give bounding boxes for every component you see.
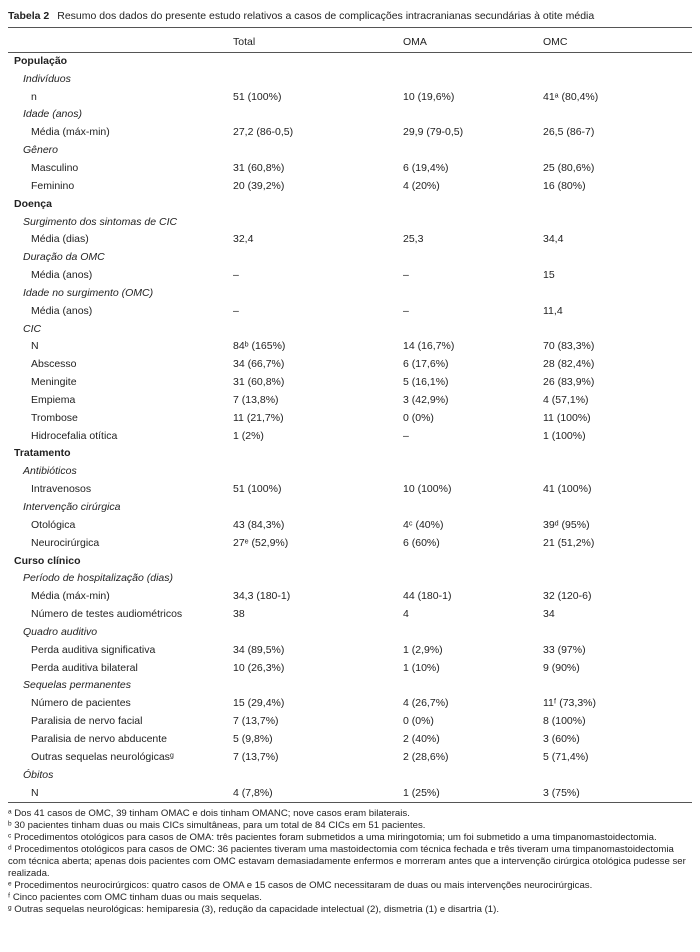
- cell-oma: [403, 766, 543, 784]
- cell-omc: 26,5 (86-7): [543, 126, 595, 139]
- table-row: [8, 694, 692, 712]
- table-body: [8, 52, 692, 801]
- cell-oma: 2 (28,6%): [403, 750, 449, 763]
- cell-total: 34 (89,5%): [233, 643, 285, 656]
- cell-oma: 4 (26,7%): [403, 697, 449, 710]
- table-row: [8, 373, 692, 391]
- cell-omc: [543, 462, 692, 480]
- cell-label: Período de hospitalização (dias): [23, 572, 174, 585]
- cell-label: n: [31, 90, 37, 103]
- cell-total: [233, 569, 403, 587]
- cell-oma: [403, 195, 543, 213]
- footnote: ᶠ Cinco pacientes com OMC tinham duas ou mais sequelas.: [8, 892, 262, 903]
- cell-oma: [403, 462, 543, 480]
- cell-oma: 4 (20%): [403, 179, 440, 192]
- cell-oma: 10 (100%): [403, 483, 452, 496]
- table-row: [8, 70, 692, 88]
- table-row: [8, 88, 692, 106]
- table-row: [8, 677, 692, 695]
- cell-omc: 34,4: [543, 233, 564, 246]
- table-row: [8, 177, 692, 195]
- cell-omc: 70 (83,3%): [543, 340, 595, 353]
- footnote: ᵈ Procedimentos otológicos para casos de OMC: 36 pacientes tiveram uma mastoidectomia com técnica fechada e três tiveram uma timpanomastoidectomia com técnica aberta; apenas dois pacientes com OMC estavam demasiadamente enfermos e morreram antes que a intervenção cirúrgica otológica pudesse ser realizada.: [8, 844, 686, 879]
- cell-total: 27ᵉ (52,9%): [233, 536, 289, 549]
- cell-oma: [403, 552, 543, 570]
- cell-total: 4 (7,8%): [233, 786, 273, 799]
- cell-oma: [403, 569, 543, 587]
- cell-oma: 1 (10%): [403, 661, 440, 674]
- table-row: [8, 587, 692, 605]
- cell-omc: [543, 70, 692, 88]
- cell-label: Perda auditiva significativa: [31, 643, 156, 656]
- cell-omc: 28 (82,4%): [543, 358, 595, 371]
- cell-omc: 32 (120-6): [543, 590, 592, 603]
- cell-oma: [403, 213, 543, 231]
- cell-total: 34,3 (180-1): [233, 590, 291, 603]
- cell-total: [233, 195, 403, 213]
- top-rule: [8, 27, 692, 28]
- table-caption: [8, 10, 594, 22]
- table-row: [8, 302, 692, 320]
- header-oma: OMA: [403, 36, 427, 48]
- cell-label: Neurocirúrgica: [31, 536, 100, 549]
- table-row: [8, 391, 692, 409]
- cell-omc: 4 (57,1%): [543, 393, 589, 406]
- cell-total: [233, 677, 403, 695]
- table-row: [8, 338, 692, 356]
- data-table: [8, 32, 692, 801]
- cell-omc: [543, 552, 692, 570]
- table-title: Resumo dos dados do presente estudo relativos a casos de complicações intracranianas secundárias à otite média: [57, 10, 595, 22]
- cell-oma: [403, 498, 543, 516]
- cell-oma: [403, 141, 543, 159]
- cell-omc: 8 (100%): [543, 715, 586, 728]
- cell-label: Idade no surgimento (OMC): [23, 286, 154, 299]
- cell-total: 34 (66,7%): [233, 358, 285, 371]
- cell-total: [233, 498, 403, 516]
- table-row: [8, 409, 692, 427]
- cell-omc: [543, 141, 692, 159]
- table-row: [8, 748, 692, 766]
- cell-total: [233, 284, 403, 302]
- cell-total: 43 (84,3%): [233, 518, 285, 531]
- cell-total: –: [233, 269, 239, 282]
- header-total: Total: [233, 36, 256, 48]
- cell-oma: 44 (180-1): [403, 590, 452, 603]
- cell-omc: 16 (80%): [543, 179, 586, 192]
- cell-label: Perda auditiva bilateral: [31, 661, 138, 674]
- cell-total: 84ᵇ (165%): [233, 340, 286, 353]
- cell-label: Idade (anos): [23, 108, 82, 121]
- cell-label: Média (anos): [31, 269, 93, 282]
- table-row: [8, 552, 692, 570]
- cell-label: Empiema: [31, 393, 76, 406]
- cell-total: [233, 445, 403, 463]
- cell-omc: [543, 569, 692, 587]
- cell-total: [233, 141, 403, 159]
- cell-total: 7 (13,8%): [233, 393, 279, 406]
- cell-omc: [543, 248, 692, 266]
- cell-label: Número de pacientes: [31, 697, 131, 710]
- cell-oma: –: [403, 269, 409, 282]
- cell-label: Outras sequelas neurológicasᵍ: [31, 750, 174, 763]
- cell-total: 31 (60,8%): [233, 376, 285, 389]
- table-row: [8, 213, 692, 231]
- cell-label: Doença: [14, 197, 52, 210]
- cell-omc: 34: [543, 608, 555, 621]
- table-row: [8, 534, 692, 552]
- cell-omc: [543, 498, 692, 516]
- cell-omc: [543, 320, 692, 338]
- cell-oma: [403, 623, 543, 641]
- cell-label: Média (anos): [31, 304, 93, 317]
- cell-label: N: [31, 786, 39, 799]
- cell-omc: [543, 284, 692, 302]
- table-row: [8, 766, 692, 784]
- cell-oma: 1 (2,9%): [403, 643, 443, 656]
- cell-oma: 6 (19,4%): [403, 161, 449, 174]
- cell-total: 32,4: [233, 233, 254, 246]
- cell-total: [233, 213, 403, 231]
- cell-label: Curso clínico: [14, 554, 81, 567]
- table-row: [8, 516, 692, 534]
- cell-omc: 39ᵈ (95%): [543, 518, 590, 531]
- table-row: [8, 445, 692, 463]
- cell-omc: [543, 677, 692, 695]
- cell-label: Tratamento: [14, 447, 71, 460]
- footnote: ᵍ Outras sequelas neurológicas: hemiparesia (3), redução da capacidade intelectual (2), dismetria (1) e disartria (1).: [8, 904, 500, 915]
- cell-oma: [403, 677, 543, 695]
- cell-omc: [543, 106, 692, 124]
- cell-total: 7 (13,7%): [233, 750, 279, 763]
- cell-label: Sequelas permanentes: [23, 679, 131, 692]
- table-row: [8, 230, 692, 248]
- table-label: Tabela 2: [8, 10, 50, 22]
- cell-label: Número de testes audiométricos: [31, 608, 183, 621]
- cell-oma: 6 (60%): [403, 536, 440, 549]
- cell-omc: [543, 213, 692, 231]
- cell-label: CIC: [23, 322, 42, 335]
- table-row: [8, 284, 692, 302]
- cell-label: Hidrocefalia otítica: [31, 429, 118, 442]
- cell-oma: 3 (42,9%): [403, 393, 449, 406]
- footnote: ᵇ 30 pacientes tinham duas ou mais CICs simultâneas, para um total de 84 CICs em 51 pacientes.: [8, 820, 426, 831]
- cell-oma: 29,9 (79-0,5): [403, 126, 464, 139]
- cell-label: Abscesso: [31, 358, 77, 371]
- cell-omc: 3 (60%): [543, 732, 580, 745]
- table-row: [8, 569, 692, 587]
- cell-oma: 25,3: [403, 233, 424, 246]
- cell-label: Indivíduos: [23, 72, 71, 85]
- cell-total: [233, 248, 403, 266]
- table-row: [8, 248, 692, 266]
- cell-oma: 0 (0%): [403, 715, 434, 728]
- cell-total: 27,2 (86-0,5): [233, 126, 294, 139]
- header-row: [8, 32, 692, 52]
- cell-total: 1 (2%): [233, 429, 264, 442]
- cell-total: 11 (21,7%): [233, 411, 284, 424]
- cell-label: Antibióticos: [23, 465, 77, 478]
- cell-oma: 10 (19,6%): [403, 90, 455, 103]
- header-omc: OMC: [543, 36, 568, 48]
- cell-total: [233, 623, 403, 641]
- table-row: [8, 605, 692, 623]
- table-row: [8, 712, 692, 730]
- cell-oma: [403, 52, 543, 70]
- cell-omc: 15: [543, 269, 555, 282]
- cell-total: –: [233, 304, 239, 317]
- cell-omc: 5 (71,4%): [543, 750, 589, 763]
- cell-oma: 4ᶜ (40%): [403, 518, 444, 531]
- cell-label: Média (máx-min): [31, 126, 110, 139]
- cell-oma: [403, 106, 543, 124]
- cell-label: Quadro auditivo: [23, 625, 98, 638]
- cell-oma: 1 (25%): [403, 786, 440, 799]
- cell-total: [233, 766, 403, 784]
- table-row: [8, 462, 692, 480]
- cell-omc: 9 (90%): [543, 661, 580, 674]
- table-row: [8, 320, 692, 338]
- cell-total: [233, 106, 403, 124]
- cell-oma: 0 (0%): [403, 411, 434, 424]
- cell-oma: 4: [403, 608, 409, 621]
- cell-total: [233, 52, 403, 70]
- cell-oma: –: [403, 429, 409, 442]
- cell-total: [233, 462, 403, 480]
- cell-omc: 25 (80,6%): [543, 161, 595, 174]
- table-row: [8, 355, 692, 373]
- cell-omc: 1 (100%): [543, 429, 586, 442]
- cell-label: Paralisia de nervo facial: [31, 715, 143, 728]
- cell-label: Média (máx-min): [31, 590, 110, 603]
- cell-omc: 41 (100%): [543, 483, 592, 496]
- cell-oma: [403, 70, 543, 88]
- cell-omc: 3 (75%): [543, 786, 580, 799]
- table-row: [8, 480, 692, 498]
- cell-label: N: [31, 340, 39, 353]
- cell-total: 20 (39,2%): [233, 179, 285, 192]
- table-row: [8, 730, 692, 748]
- cell-total: 31 (60,8%): [233, 161, 285, 174]
- footnotes: [8, 808, 692, 916]
- table-row: [8, 159, 692, 177]
- cell-total: 10 (26,3%): [233, 661, 285, 674]
- cell-label: Feminino: [31, 179, 75, 192]
- cell-total: [233, 320, 403, 338]
- cell-oma: 5 (16,1%): [403, 376, 449, 389]
- cell-omc: 11 (100%): [543, 411, 591, 424]
- cell-label: Trombose: [31, 411, 78, 424]
- cell-omc: 11,4: [543, 304, 563, 317]
- cell-omc: 26 (83,9%): [543, 376, 595, 389]
- footnote: ᵃ Dos 41 casos de OMC, 39 tinham OMAC e dois tinham OMANC; nove casos eram bilaterais.: [8, 808, 410, 819]
- cell-omc: 33 (97%): [543, 643, 586, 656]
- header-label: [8, 32, 233, 52]
- cell-oma: [403, 284, 543, 302]
- cell-omc: 11ᶠ (73,3%): [543, 697, 596, 710]
- table-row: [8, 266, 692, 284]
- footnote: ᵉ Procedimentos neurocirúrgicos: quatro casos de OMA e 15 casos de OMC necessitaram de duas ou mais intervenções neurocirúrgicas.: [8, 880, 593, 891]
- cell-label: Média (dias): [31, 233, 89, 246]
- table-row: [8, 623, 692, 641]
- cell-omc: [543, 445, 692, 463]
- table-row: [8, 659, 692, 677]
- cell-total: [233, 552, 403, 570]
- footnote: ᶜ Procedimentos otológicos para casos de OMA: três pacientes foram submetidos a uma miringotomia; um foi submetido a uma timpanomastoidectomia.: [8, 832, 657, 843]
- cell-omc: [543, 623, 692, 641]
- cell-omc: [543, 52, 692, 70]
- cell-omc: 41ᵃ (80,4%): [543, 90, 599, 103]
- cell-total: 15 (29,4%): [233, 697, 285, 710]
- cell-omc: [543, 195, 692, 213]
- table-row: [8, 641, 692, 659]
- cell-label: Gênero: [23, 144, 59, 157]
- cell-label: Masculino: [31, 161, 79, 174]
- bottom-rule: [8, 802, 692, 803]
- cell-label: Meningite: [31, 376, 77, 389]
- cell-total: 51 (100%): [233, 483, 282, 496]
- cell-total: 7 (13,7%): [233, 715, 279, 728]
- cell-label: Duração da OMC: [23, 251, 105, 264]
- cell-total: 51 (100%): [233, 90, 282, 103]
- cell-oma: –: [403, 304, 409, 317]
- cell-omc: 21 (51,2%): [543, 536, 595, 549]
- cell-label: Óbitos: [23, 768, 54, 781]
- cell-total: 38: [233, 608, 245, 621]
- cell-oma: 14 (16,7%): [403, 340, 455, 353]
- cell-label: Otológica: [31, 518, 76, 531]
- table-row: [8, 106, 692, 124]
- cell-label: População: [14, 54, 68, 67]
- cell-total: 5 (9,8%): [233, 732, 273, 745]
- cell-oma: 6 (17,6%): [403, 358, 449, 371]
- cell-label: Paralisia de nervo abducente: [31, 732, 168, 745]
- table-row: [8, 123, 692, 141]
- cell-oma: [403, 445, 543, 463]
- table-row: [8, 498, 692, 516]
- cell-label: Surgimento dos sintomas de CIC: [23, 215, 178, 228]
- cell-oma: [403, 248, 543, 266]
- table-row: [8, 141, 692, 159]
- table-row: [8, 195, 692, 213]
- table-row: [8, 784, 692, 802]
- table-row: [8, 52, 692, 70]
- cell-oma: [403, 320, 543, 338]
- table-row: [8, 427, 692, 445]
- cell-omc: [543, 766, 692, 784]
- cell-label: Intravenosos: [31, 483, 92, 496]
- cell-total: [233, 70, 403, 88]
- cell-label: Intervenção cirúrgica: [23, 501, 121, 514]
- cell-oma: 2 (40%): [403, 732, 440, 745]
